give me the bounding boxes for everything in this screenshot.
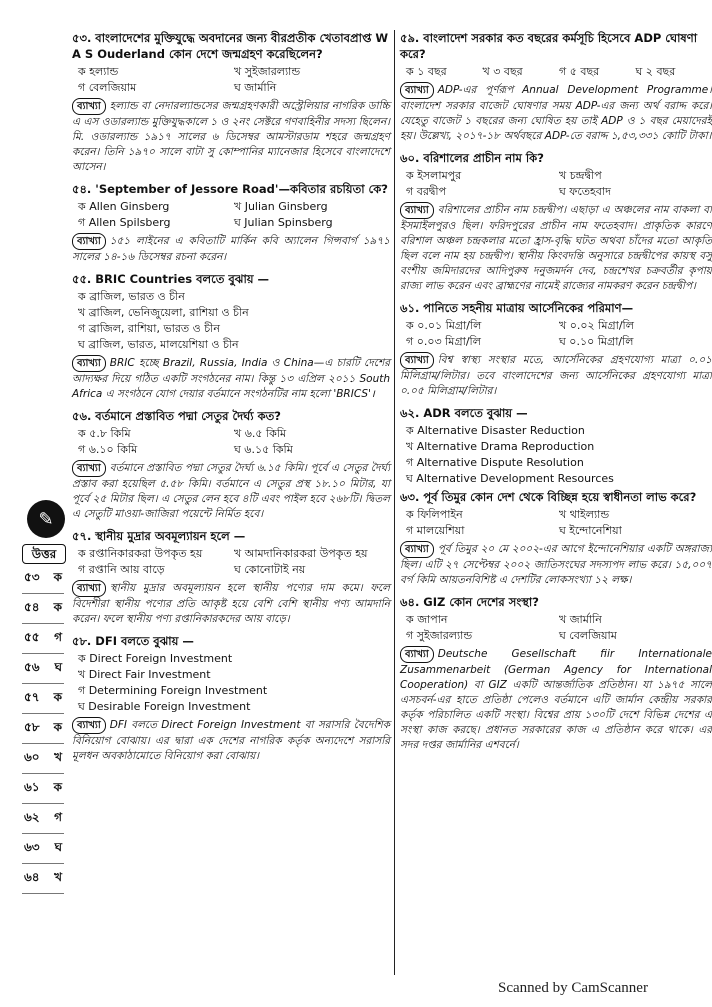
answer-number: ৫৬ (24, 659, 40, 674)
option: গ Alternative Dispute Resolution (406, 456, 584, 469)
answer-row (22, 744, 64, 774)
option: ক হল্যান্ড (78, 65, 119, 78)
answer-number: ৫৩ (24, 569, 40, 584)
options-list (406, 168, 712, 200)
options-list (78, 546, 390, 578)
answer-row (22, 684, 64, 714)
answer-letter: খ (54, 869, 62, 884)
question-text: ৫৪. 'September of Jessore Road'—কবিতার রচয়িতা কে? (72, 182, 388, 196)
explanation (400, 202, 712, 294)
option: ঘ Julian Spinsberg (234, 216, 333, 229)
explanation-text: ADP-এর পূর্ণরূপ Annual Development Programme। বাংলাদেশ সরকার বাজেট ঘোষণার সময় ADP-এর জন্য অর্থ বরাদ্দ করে। যেহেতু বাজেট ১ বছরের জন্য ঘোষিত হয় তাই ADP ও ১ বছর মেয়াদেরই হয়। উল্লেখ্য, ২০১৭-১৮ অর্থবছরে ADP-তে বরাদ্দ ১,৫৩,৩৩১ কোটি টাকা। (400, 84, 712, 142)
option: ঘ বেলজিয়াম (559, 629, 617, 642)
options-list (406, 423, 712, 487)
explanation-text: ১৫১ লাইনের এ কবিতাটি মার্কিন কবি অ্যালেন গিন্সবার্গ ১৯৭১ সালের ১৪-১৬ ডিসেম্বর রচনা করেন। (72, 235, 390, 263)
answer-letter: ক (53, 779, 62, 794)
explanation-tag: ব্যাখ্যা (400, 82, 434, 99)
answer-letter: ক (53, 689, 62, 704)
option: গ মালয়েশিয়া (406, 524, 465, 537)
explanation (72, 460, 390, 522)
answer-letter: খ (54, 749, 62, 764)
answer-number: ৬১ (24, 779, 40, 794)
answer-number: ৬০ (24, 749, 40, 764)
question-text: ৫৩. বাংলাদেশের মুক্তিযুদ্ধে অবদানের জন্য বীরপ্রতীক খেতাবপ্রাপ্ত W A S Ouderland কোন দেশে জন্মগ্রহণ করেছিলেন? (72, 31, 389, 61)
option: গ সুইজারল্যান্ড (406, 629, 473, 642)
option: খ চন্দ্রদ্বীপ (559, 169, 602, 182)
answer-row (22, 564, 64, 594)
explanation-text: পূর্ব তিমুর ২০ মে ২০০২-এর আগে ইন্দোনেশিয়ার একটি অঙ্গরাজ্য ছিল। এটি ২৭ সেপ্টেম্বর ২০০২ জাতিসংঘের সদস্যপদ লাভ করে। ১৫,০০৭ বর্গ কিমি আয়তনবিশিষ্ট এ দেশটির লোকসংখ্যা ১২ লক্ষ। (400, 543, 712, 586)
answer-row (22, 834, 64, 864)
answer-row (22, 714, 64, 744)
explanation-tag: ব্যাখ্যা (400, 202, 434, 219)
explanation-text: বর্তমানে প্রস্তাবিত পদ্মা সেতুর দৈর্ঘ্য ৬.১৫ কিমি। পূর্বে এ সেতুর দৈর্ঘ্য প্রস্তাব করা হয়েছিল ৫.৫৮ কিমি। বর্তমানে এ সেতুর প্রস্থ ১৮.১০ মিটার, যা পূর্বে ২৫ মিটার ছিল। এ সেতুর লেন হবে ৪টি এবং পাইল হবে ২৬৮টি। দ্বিতল এ সেতুটি মাওয়া-জাজিরা পয়েন্টে নির্মিত হবে। (72, 462, 390, 520)
explanation-tag: ব্যাখ্যা (72, 355, 106, 372)
explanation-text: স্থানীয় মুদ্রার অবমূল্যায়ন হলে স্থানীয় পণ্যের দাম কমে। ফলে বিদেশীরা স্থানীয় পণ্যের প্রতি আকৃষ্ট হয়ে বেশি বেশি স্থানীয় পণ্য আমদানি করেন। ফলে স্থানীয় পণ্য রপ্তানিকারকদের আয় বাড়ে। (72, 582, 390, 625)
option: ঘ কোনোটাই নয় (234, 563, 306, 576)
explanation-tag: ব্যাখ্যা (72, 233, 106, 250)
option: ক ইসলামপুর (406, 169, 462, 182)
question-text: ৫৬. বর্তমানে প্রস্তাবিত পদ্মা সেতুর দৈর্ঘ্য কত? (72, 409, 281, 423)
explanation-tag: ব্যাখ্যা (400, 541, 434, 558)
option: গ Allen Spilsberg (78, 216, 171, 229)
explanation-tag: ব্যাখ্যা (72, 717, 106, 734)
option: গ ব্রাজিল, রাশিয়া, ভারত ও চীন (78, 322, 220, 335)
question-text: ৫৭. স্থানীয় মুদ্রার অবমূল্যায়ন হলে — (72, 529, 246, 543)
answer-key-title: উত্তর (22, 544, 66, 564)
option: গ বরদ্বীপ (406, 185, 447, 198)
options-list (406, 64, 712, 80)
answer-number: ৫৮ (24, 719, 40, 734)
question-text: ৬১. পানিতে সহনীয় মাত্রায় আর্সেনিকের পরিমাণ— (400, 301, 634, 315)
option: গ ০.০৩ মিগ্রা/লি (406, 335, 481, 348)
answer-number: ৫৭ (24, 689, 40, 704)
question-text: ৫৯. বাংলাদেশ সরকার কত বছরের কর্মসূচি হিসেবে ADP ঘোষণা করে? (400, 31, 698, 61)
question-text: ৬২. ADR বলতে বুঝায় — (400, 406, 528, 420)
right-column (400, 30, 712, 759)
option: গ ৫ বছর (559, 65, 600, 78)
answer-row (22, 594, 64, 624)
explanation (72, 717, 390, 764)
answer-row (22, 774, 64, 804)
answer-letter: ক (53, 569, 62, 584)
option: ঘ ২ বছর (635, 65, 676, 78)
answer-letter: ঘ (54, 659, 62, 674)
option: ক রপ্তানিকারকরা উপকৃত হয় (78, 547, 203, 560)
answer-row (22, 864, 64, 894)
option: ঘ ইন্দোনেশিয়া (559, 524, 622, 537)
option: ঘ ০.১০ মিগ্রা/লি (559, 335, 634, 348)
question-text: ৬০. বরিশালের প্রাচীন নাম কি? (400, 151, 544, 165)
option: গ বেলজিয়াম (78, 81, 137, 94)
option: খ আমদানিকারকরা উপকৃত হয় (234, 547, 368, 560)
option: খ Julian Ginsberg (234, 200, 328, 213)
answer-letter: ক (53, 719, 62, 734)
answer-key-sidebar (22, 500, 70, 894)
document-page (22, 30, 712, 975)
explanation-text: DFI বলতে Direct Foreign Investment বা সরাসরি বৈদেশিক বিনিয়োগ বোঝায়। এর দ্বারা এক দেশের নাগরিক কর্তৃক অন্যদেশে সরাসরি মূলধন অবকাঠামোতে বিনিয়োগ করা বোঝায়। (72, 719, 390, 762)
option: খ Alternative Drama Reproduction (406, 440, 595, 453)
option: খ Direct Fair Investment (78, 668, 211, 681)
question-text: ৬৩. পূর্ব তিমুর কোন দেশ থেকে বিচ্ছিন্ন হয়ে স্বাধীনতা লাভ করে? (400, 490, 697, 504)
option: খ ৩ বছর (482, 65, 523, 78)
option: ঘ ফতেহবাদ (559, 185, 611, 198)
options-list (78, 199, 390, 231)
answer-number: ৫৪ (24, 599, 40, 614)
explanation (400, 352, 712, 399)
scanner-watermark: Scanned by CamScanner (498, 980, 648, 996)
answer-letter: ক (53, 599, 62, 614)
option: ক Direct Foreign Investment (78, 652, 233, 665)
answer-row (22, 624, 64, 654)
explanation (72, 233, 390, 265)
answer-number: ৫৫ (24, 629, 40, 644)
option: ক Alternative Disaster Reduction (406, 424, 585, 437)
question-text: ৬৪. GIZ কোন দেশের সংস্থা? (400, 595, 539, 609)
question-text: ৫৫. BRIC Countries বলতে বুঝায় — (72, 272, 270, 286)
column-divider (394, 30, 395, 975)
answer-number: ৬৪ (24, 869, 40, 884)
option: ঘ জার্মানি (234, 81, 277, 94)
explanation (72, 355, 390, 402)
option: খ জার্মানি (559, 613, 602, 626)
pen-icon: ✎ (27, 500, 65, 538)
options-list (406, 318, 712, 350)
option: ক ৫.৮ কিমি (78, 427, 131, 440)
option: খ ৬.৫ কিমি (234, 427, 287, 440)
answer-letter: গ (54, 809, 62, 824)
explanation-text: বরিশালের প্রাচীন নাম চন্দ্রদ্বীপ। এছাড়া এ অঞ্চলের নাম বাকলা বা ইসমাইলপুরও ছিল। ফরিদপুরের প্রাচীন নাম ফতেহবাদ। প্রাকৃতিক কারণে বরিশাল অঞ্চল চন্দ্রকলার মতো হ্রাস-বৃদ্ধি ঘটত অথবা চাঁদের মতো আকৃতি ছিল বলে নাম হয় চন্দ্রদ্বীপ। স্থানীয় কিংবদন্তি অনুসারে চন্দ্রদ্বীপের কায়স্থ বসু বংশীয় জমিদারদের আদিপুরুষ দনুজমর্দন দেব, চন্দ্রশেখর চক্রবর্তীর কৃপায় রাজ্য লাভ করেন এবং ব্রাহ্মণের নামেই রাজ্যের নামকরণ করেন চন্দ্রদ্বীপ। (400, 204, 712, 292)
explanation-text: হল্যান্ড বা নেদারল্যান্ডসের জন্মগ্রহণকারী অস্ট্রেলিয়ার নাগরিক ডাচ্চি এ এস ওডারল্যান্ড মুক্তিযুদ্ধকালে ১ ও ২নং সেক্টরে গণবাহিনীর সদস্য ছিলেন। মি. ওডারল্যান্ড ১৯১৭ সালের ৬ ডিসেম্বর আমস্টারডাম শহরে জন্মগ্রহণ করেন। তিনি ১৯৭০ সালে বাটা সু কোম্পানির ম্যানেজার হিসেবে বাংলাদেশে আসেন। (72, 100, 390, 173)
options-list (406, 612, 712, 644)
explanation-tag: ব্যাখ্যা (400, 646, 434, 663)
explanation (400, 541, 712, 588)
answer-number: ৬২ (24, 809, 40, 824)
explanation-tag: ব্যাখ্যা (400, 352, 434, 369)
explanation-tag: ব্যাখ্যা (72, 580, 106, 597)
option: গ ৬.১০ কিমি (78, 443, 138, 456)
option: ক জাপান (406, 613, 448, 626)
explanation-tag: ব্যাখ্যা (72, 98, 106, 115)
option: ঘ Alternative Development Resources (406, 472, 614, 485)
option: ক ব্রাজিল, ভারত ও চীন (78, 290, 185, 303)
answer-letter: ঘ (54, 839, 62, 854)
explanation (400, 646, 712, 753)
options-list (78, 64, 390, 96)
answer-row (22, 804, 64, 834)
explanation (72, 580, 390, 627)
option: গ রপ্তানি আয় বাড়ে (78, 563, 165, 576)
option: ঘ ব্রাজিল, ভারত, মালয়েশিয়া ও চীন (78, 338, 239, 351)
option: খ ০.০২ মিগ্রা/লি (559, 319, 634, 332)
option: ক Allen Ginsberg (78, 200, 170, 213)
options-list (78, 426, 390, 458)
option: গ Determining Foreign Investment (78, 684, 268, 697)
answer-row (22, 654, 64, 684)
answer-number: ৬৩ (24, 839, 40, 854)
options-list (78, 289, 390, 353)
explanation-text: Deutsche Gesellschaft fiir Internationale Zusammenarbeit (German Agency for International Cooperation) বা GIZ একটি আন্তর্জাতিক প্রতিষ্ঠান। যা ১৯৭৫ সালে এসচবর্ন-এর হাতে প্রতিষ্ঠা পেলেও বর্তমানে এটি জার্মান কেন্দ্রীয় সরকার কর্তৃক পরিচালিত একটি সংস্থা। বিশ্বের প্রায় ১৩০টি দেশে বিভিন্ন দেশের এ সংস্থা কাজ করছে। প্রধানত সরকারের কাজ এ প্রতিষ্ঠান করে থাকে। এর সদর দপ্তর জার্মানির এশবর্নে। (400, 648, 712, 751)
option: ঘ Desirable Foreign Investment (78, 700, 251, 713)
explanation (400, 82, 712, 144)
explanation-text: BRIC হচ্ছে Brazil, Russia, India ও China—এ চারটি দেশের আদ্যক্ষর দিয়ে গঠিত একটি সংগঠনের নাম। কিন্তু ১৩ এপ্রিল ২০১১ South Africa এ সংগঠনে যোগ দেয়ার বর্তমানে সংগঠনটির নাম হলো 'BRICS'। (72, 357, 390, 400)
explanation (72, 98, 390, 175)
option: খ থাইল্যান্ড (559, 508, 610, 521)
answer-list (22, 564, 70, 894)
explanation-text: বিশ্ব স্বাস্থ্য সংস্থার মতে, আর্সেনিকের গ্রহণযোগ্য মাত্রা ০.০১ মিলিগ্রাম/লিটার। তবে বাংলাদেশের জন্য আর্সেনিকের গ্রহণযোগ্য মাত্রা ০.০৫ মিলিগ্রাম/লিটার। (400, 354, 712, 397)
options-list (406, 507, 712, 539)
explanation-tag: ব্যাখ্যা (72, 460, 106, 477)
options-list (78, 651, 390, 715)
option: ক ফিলিপাইন (406, 508, 463, 521)
option: খ সুইজারল্যান্ড (234, 65, 301, 78)
answer-letter: গ (54, 629, 62, 644)
question-text: ৫৮. DFI বলতে বুঝায় — (72, 634, 194, 648)
left-column (72, 30, 390, 770)
option: ঘ ৬.১৫ কিমি (234, 443, 293, 456)
option: ক ০.০১ মিগ্রা/লি (406, 319, 482, 332)
option: খ ব্রাজিল, ভেনিজুয়েলা, রাশিয়া ও চীন (78, 306, 249, 319)
option: ক ১ বছর (406, 65, 447, 78)
